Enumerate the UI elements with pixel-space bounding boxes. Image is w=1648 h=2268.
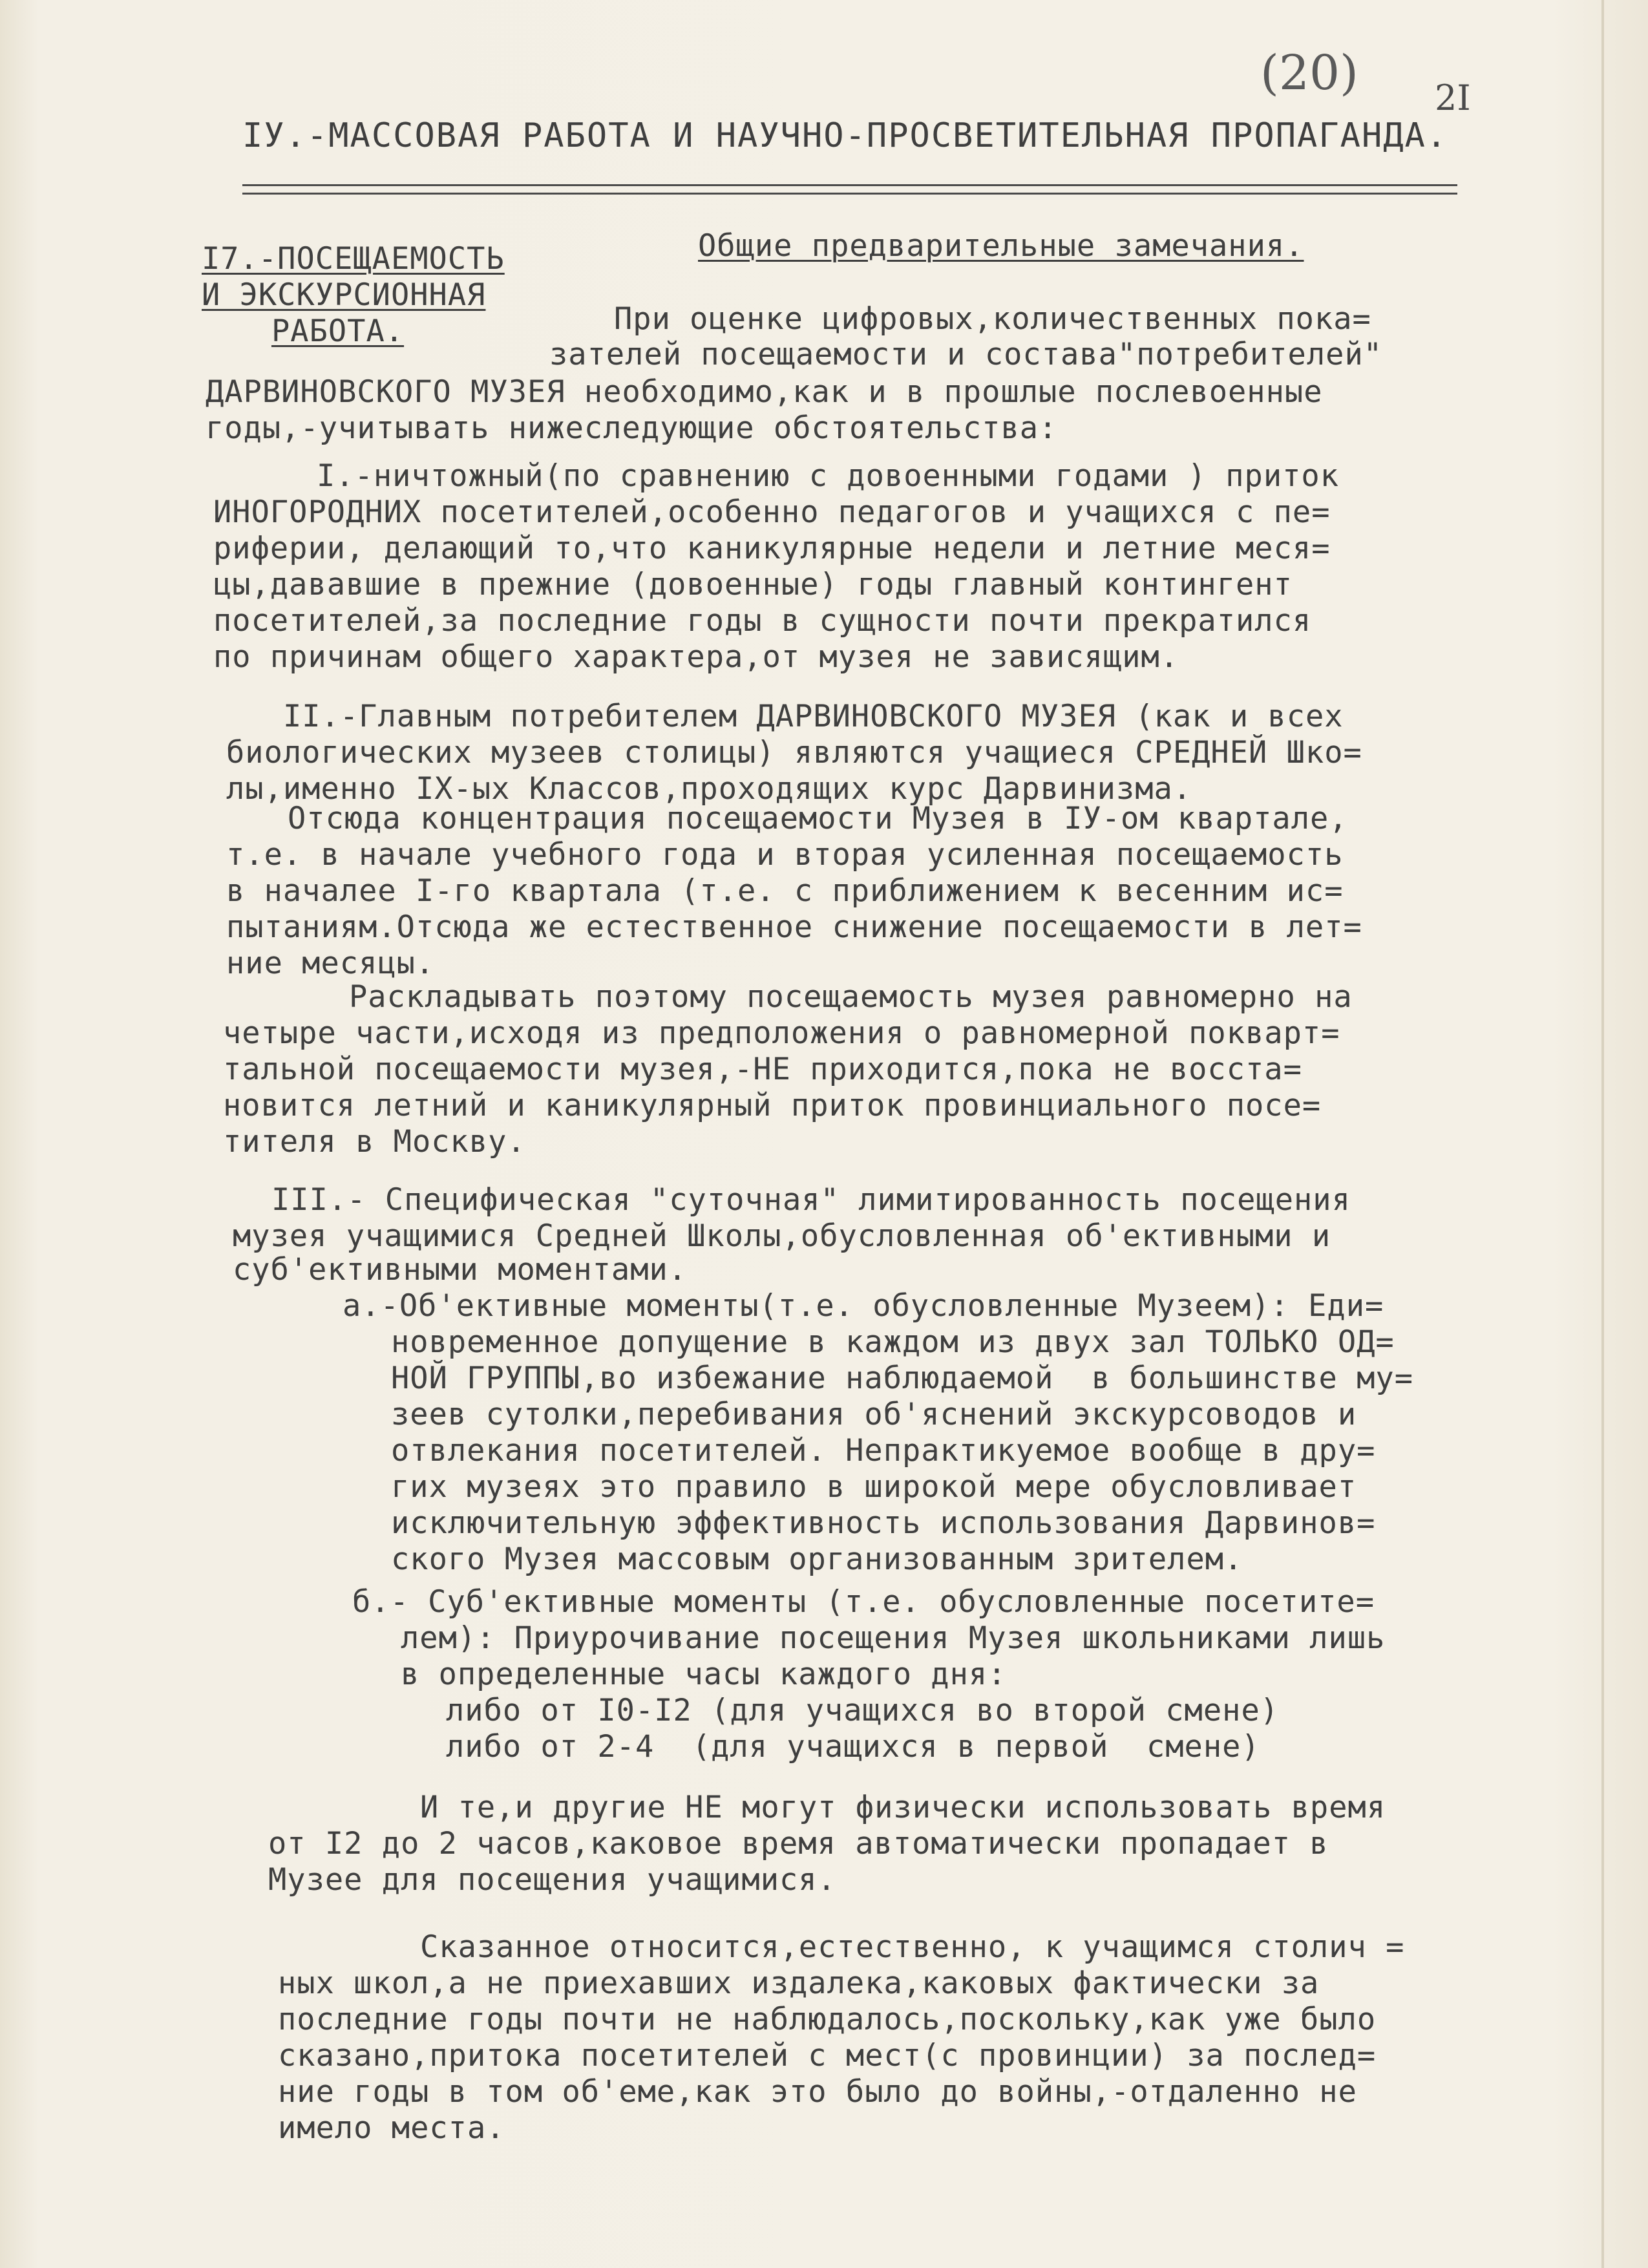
- page-number: 2I: [1435, 78, 1471, 118]
- document-title: IУ.-МАССОВАЯ РАБОТА И НАУЧНО-ПРОСВЕТИТЕЛЬНАЯ ПРОПАГАНДА.: [242, 116, 1448, 155]
- point2-line-7: пытаниям.Отсюда же естественное снижение посещаемости в лет=: [226, 909, 1362, 945]
- point2-line-4: Отсюда концентрация посещаемости Музея в IУ-ом квартале,: [288, 801, 1348, 836]
- final-para-line-5: ние годы в том об'еме,как это было до войны,-отдаленно не: [278, 2074, 1357, 2110]
- point2-line-8: ние месяцы.: [226, 946, 435, 981]
- point2-line-1: II.-Главным потребителем ДАРВИНОВСКОГО МУЗЕЯ (как и всех: [283, 699, 1344, 734]
- point2-line-12: новится летний и каникулярный приток провинциального посе=: [223, 1088, 1322, 1123]
- point1-line-2: ИНОГОРОДНИХ посетителей,особенно педагогов и учащихся с пе=: [213, 494, 1331, 530]
- intro-line-2: зателей посещаемости и состава"потребителей": [549, 337, 1383, 372]
- point3a-line-3: НОЙ ГРУППЫ,во избежание наблюдаемой в большинстве му=: [391, 1361, 1414, 1396]
- point3-line-3: суб'ективными моментами.: [233, 1252, 688, 1288]
- point3-line-2: музея учащимися Средней Школы,обусловленная об'ективными и: [233, 1218, 1331, 1254]
- point3b-line-2: лем): Приурочивание посещения Музея школьниками лишь: [401, 1620, 1386, 1656]
- point2-line-9: Раскладывать поэтому посещаемость музея равномерно на: [349, 979, 1353, 1015]
- point3-line-1: III.- Специфическая "суточная" лимитированность посещения: [271, 1182, 1351, 1218]
- intro-line-1: При оценке цифровых,количественных пока=: [614, 301, 1371, 337]
- time-para-line-1: И те,и другие НЕ могут физически использовать время: [420, 1790, 1386, 1825]
- point1-line-5: посетителей,за последние годы в сущности почти прекратился: [213, 603, 1312, 639]
- point3a-line-8: ского Музея массовым организованным зрителем.: [391, 1542, 1243, 1577]
- point3a-line-6: гих музеях это правило в широкой мере обусловливает: [391, 1469, 1357, 1505]
- handwritten-page-number: (20): [1260, 45, 1358, 101]
- point2-line-5: т.е. в начале учебного года и вторая усиленная посещаемость: [226, 837, 1344, 873]
- point1-line-3: риферии, делающий то,что каникулярные недели и летние меся=: [213, 531, 1331, 566]
- point2-line-3: лы,именно IX-ых Классов,проходящих курс Дарвинизма.: [226, 771, 1192, 807]
- point3b-line-5: либо от 2-4 (для учащихся в первой смене): [446, 1729, 1260, 1765]
- final-para-line-6: имело места.: [278, 2110, 505, 2146]
- point3b-line-1: б.- Суб'ективные моменты (т.е. обусловленные посетите=: [352, 1584, 1375, 1620]
- page-edge: [1601, 0, 1604, 2268]
- time-para-line-2: от I2 до 2 часов,каковое время автоматически пропадает в: [268, 1826, 1329, 1861]
- final-para-line-2: ных школ,а не приехавших издалека,каковых фактически за: [278, 1966, 1320, 2001]
- point3a-line-1: а.-Об'ективные моменты(т.е. обусловленные Музеем): Еди=: [343, 1288, 1384, 1324]
- point3b-line-3: в определенные часы каждого дня:: [401, 1657, 1007, 1692]
- point3a-line-7: исключительную эффективность использования Дарвинов=: [391, 1505, 1376, 1541]
- section-heading-line-2: И ЭКСКУРСИОННАЯ: [202, 277, 486, 313]
- final-para-line-4: сказано,притока посетителей с мест(с провинции) за послед=: [278, 2038, 1377, 2073]
- point2-line-6: в началее I-го квартала (т.е. с приближением к весенним ис=: [226, 873, 1344, 909]
- point2-line-11: тальной посещаемости музея,-НЕ приходится,пока не восста=: [223, 1052, 1302, 1087]
- point2-line-13: тителя в Москву.: [223, 1124, 526, 1160]
- point2-line-10: четыре части,исходя из предположения о равномерной покварт=: [223, 1015, 1340, 1051]
- intro-line-4: годы,-учитывать нижеследующие обстоятельства:: [206, 410, 1058, 446]
- final-para-line-1: Сказанное относится,естественно, к учащимся столич =: [420, 1929, 1405, 1965]
- point3a-line-5: отвлекания посетителей. Непрактикуемое вообще в дру=: [391, 1433, 1376, 1468]
- point3b-line-4: либо от I0-I2 (для учащихся во второй смене): [446, 1693, 1280, 1728]
- time-para-line-3: Музее для посещения учащимися.: [268, 1862, 836, 1898]
- title-double-rule: [242, 184, 1457, 195]
- section-heading-line-1: I7.-ПОСЕЩАЕМОСТЬ: [202, 241, 505, 277]
- point3a-line-4: зеев сутолки,перебивания об'яснений экскурсоводов и: [391, 1397, 1357, 1432]
- point3a-line-2: новременное допущение в каждом из двух зал ТОЛЬКО ОД=: [391, 1324, 1395, 1360]
- subheading: Общие предварительные замечания.: [698, 228, 1304, 264]
- intro-line-3: ДАРВИНОВСКОГО МУЗЕЯ необходимо,как и в прошлые послевоенные: [206, 374, 1323, 410]
- point1-line-4: цы,дававшие в прежние (довоенные) годы главный контингент: [213, 567, 1293, 602]
- point1-line-6: по причинам общего характера,от музея не зависящим.: [213, 639, 1179, 675]
- section-heading-line-3: РАБОТА.: [271, 313, 405, 349]
- final-para-line-3: последние годы почти не наблюдалось,поскольку,как уже было: [278, 2002, 1377, 2037]
- point1-line-1: I.-ничтожный(по сравнению с довоенными годами ) приток: [317, 458, 1340, 494]
- point2-line-2: биологических музеев столицы) являются учащиеся СРЕДНЕЙ Шко=: [226, 735, 1362, 770]
